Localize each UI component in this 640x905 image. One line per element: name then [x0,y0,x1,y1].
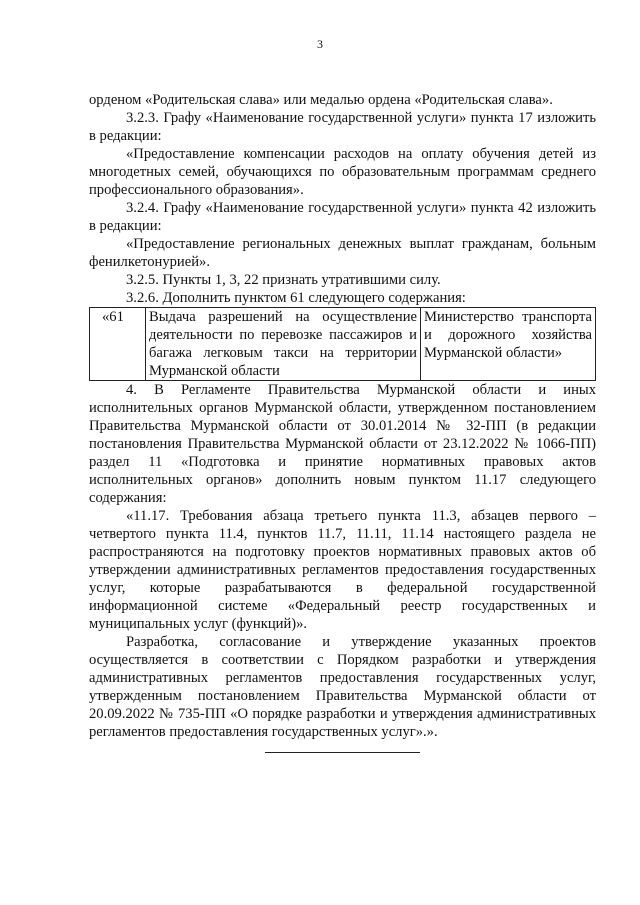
paragraph-4-reglament: 4. В Регламенте Правительства Мурманской области и иных исполнительных органов Мурманской области, утвержденном постановлением Правительства Мурманской области от 30.01.2014 № 32-ПП (в редакции постановления Правительства Мурманской области от 23.12.2022 № 1066-ПП) раздел 11 «Подготовка и принятие нормативных правовых актов исполнительных органов» дополнить новым пунктом 11.17 следующего содержания: [89,382,596,506]
paragraph-3-2-6: 3.2.6. Дополнить пунктом 61 следующего содержания: [126,290,466,306]
paragraph-11-17: «11.17. Требования абзаца третьего пункта 11.3, абзацев первого – четвертого пункта 11.4, пунктов 11.7, 11.11, 11.14 настоящего раздела не распространяются на подготовку проектов нормативных правовых актов об утверждении административных регламентов предоставления государственных услуг, которые разрабатываются в федеральной государственной информационной системе «Федеральный реестр государственных и муниципальных услуг (функций)». [89,508,596,632]
page-number: 3 [317,37,323,51]
table-cell-ministry: Министерство транспорта и дорожного хозяйства Мурманской области» [421,308,596,381]
closing-rule [265,752,420,753]
table-row [90,308,596,381]
paragraph-3-2-4: 3.2.4. Графу «Наименование государственной услуги» пункта 42 изложить в редакции: [89,200,596,234]
table-cell-service: Выдача разрешений на осуществление деятельности по перевозке пассажиров и багажа легковым такси на территории Мурманской области [146,308,421,381]
paragraph-3-2-5: 3.2.5. Пункты 1, 3, 22 признать утратившими силу. [126,272,441,288]
amendment-table [89,307,596,381]
paragraph-development-order: Разработка, согласование и утверждение указанных проектов осуществляется в соответствии с Порядком разработки и утверждения административных регламентов предоставления государственных услуг, утвержденным постановлением Правительства Мурманской области от 20.09.2022 № 735-ПП «О порядке разработки и утверждения административных регламентов предоставления государственных услуг».». [89,634,596,740]
paragraph-regional-payments: «Предоставление региональных денежных выплат гражданам, больным фенилкетонурией». [89,236,596,270]
paragraph-compensation-service: «Предоставление компенсации расходов на оплату обучения детей из многодетных семей, обучающихся по образовательным программам среднего профессионального образования». [89,146,596,198]
paragraph-order-glory: орденом «Родительская слава» или медалью ордена «Родительская слава». [89,92,553,108]
table-cell-number: «61 [90,308,146,381]
document-body [89,91,596,741]
paragraph-3-2-3: 3.2.3. Графу «Наименование государственной услуги» пункта 17 изложить в редакции: [89,110,596,144]
